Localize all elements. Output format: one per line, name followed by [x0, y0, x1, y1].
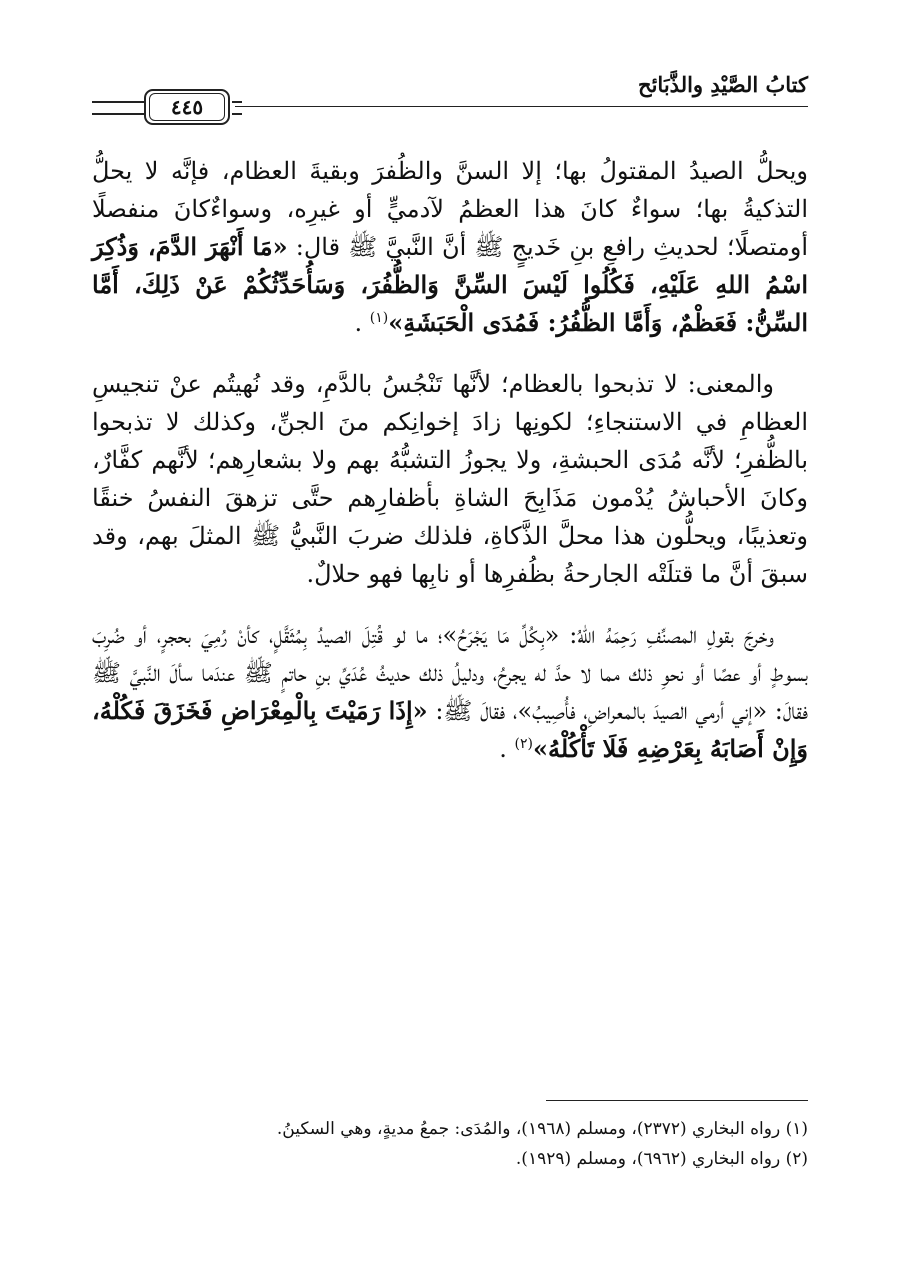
hadith-quote: «إِذَا رَمَيْتَ بِالْمِعْرَاضِ فَخَزَقَ فَكُلْهُ، وَإِنْ أَصَابَهُ بِعَرْضِهِ فَلَا تَأْكُلْهُ»	[92, 696, 808, 763]
header-rule	[235, 106, 808, 107]
footnote-2: (٢) رواه البخاري (٦٩٦٢)، ومسلم (١٩٢٩).	[515, 1149, 808, 1169]
ornament-lines-left	[92, 101, 144, 115]
sentence-end: .	[499, 735, 507, 763]
paragraph-text: وخرجَ بقولِ المصنِّفِ رَحِمَهُ اللهُ: «بِكُلِّ مَا يَجْرَحُ»؛ ما لو قُتِلَ الصيدُ بِمُثَقَّلٍ، كأنْ رُمِيَ بحجرٍ، أو ضُرِبَ بسوطٍ أو عصًا أو نحوِ ذلك مما لا حدَّ له يجرحُ، ودليلُ ذلك حديثُ عُدَيِّ بنِ حاتمٍ ﷺ عندَما سألَ النَّبيَّ ﷺ فقالَ: «إني أرمي الصيدَ بالمعراضِ، فأُصِيبُ»، فقالَ ﷺ:	[92, 621, 809, 725]
paragraph-2	[92, 365, 808, 593]
paragraph-text: والمعنى: لا تذبحوا بالعظام؛ لأنَّها تَنْجُسُ بالدَّمِ، وقد نُهيتُم عنْ تنجيسِ العظامِ في الاستنجاءِ؛ لكونِها زادَ إخوانِكم منَ الجنِّ، وكذلك لا تذبحوا بالظُّفرِ؛ لأنَّه مُدَى الحبشةِ، ولا يجوزُ التشبُّهُ بهم ولا بشعارِهم؛ لأنَّهم كفَّارٌ، وكانَ الأحباشُ يُدْمون مَذَابِحَ الشاةِ بأظفارِهم حتَّى تزهقَ النفسُ خنقًا وتعذيبًا، ويحلُّون هذا محلَّ الذَّكاةِ، فلذلك ضربَ النَّبيُّ ﷺ المثلَ بهم، وقد سبقَ أنَّ ما قتلَتْه الجارحةُ بظُفرِها أو نابِها فهو حلالٌ.	[92, 370, 809, 588]
paragraph-1	[92, 152, 808, 342]
main-text	[92, 152, 808, 768]
page-number-ornament	[92, 89, 242, 127]
footnote-rule	[546, 1100, 808, 1101]
sentence-end: .	[354, 309, 363, 337]
footnote-ref: (٢)	[514, 736, 534, 752]
footnotes	[92, 1114, 808, 1174]
hadith-quote: «مَا أَنْهَرَ الدَّمَ، وَذُكِرَ اسْمُ اللهِ عَلَيْهِ، فَكُلُوا لَيْسَ السِّنَّ وَالظُّفُرَ، وَسَأُحَدِّثُكُمْ عَنْ ذَلِكَ، أَمَّا السِّنُّ: فَعَظْمٌ، وَأَمَّا الظُّفُرُ: فَمُدَى الْحَبَشَةِ»	[92, 232, 809, 337]
page-number-frame	[144, 89, 230, 125]
chapter-title: كتابُ الصَّيْدِ والذَّبَائح	[638, 72, 808, 97]
paragraph-text: ويحلُّ الصيدُ المقتولُ بها؛ إلا السنَّ والظُفرَ وبقيةَ العظام، فإنَّه لا يحلُّ التذكيةُ بها؛ سواءٌ كانَ هذا العظمُ لآدميٍّ أو غيرِه، وسواءٌكانَ منفصلًا أومتصلًا؛ لحديثِ رافعِ بنِ خَديجٍ ﷺ أنَّ النَّبيَّ ﷺ قال:	[92, 157, 809, 261]
paragraph-3	[92, 616, 808, 768]
page-number: ٤٤٥	[149, 93, 225, 121]
footnote-1: (١) رواه البخاري (٢٣٧٢)، ومسلم (١٩٦٨)، والمُدَى: جمعُ مديةٍ، وهي السكينُ.	[276, 1119, 808, 1139]
ornament-lines-right	[232, 101, 242, 115]
paragraph-gap	[92, 342, 808, 365]
paragraph-gap	[92, 593, 808, 616]
footnote-ref: (١)	[369, 310, 389, 326]
